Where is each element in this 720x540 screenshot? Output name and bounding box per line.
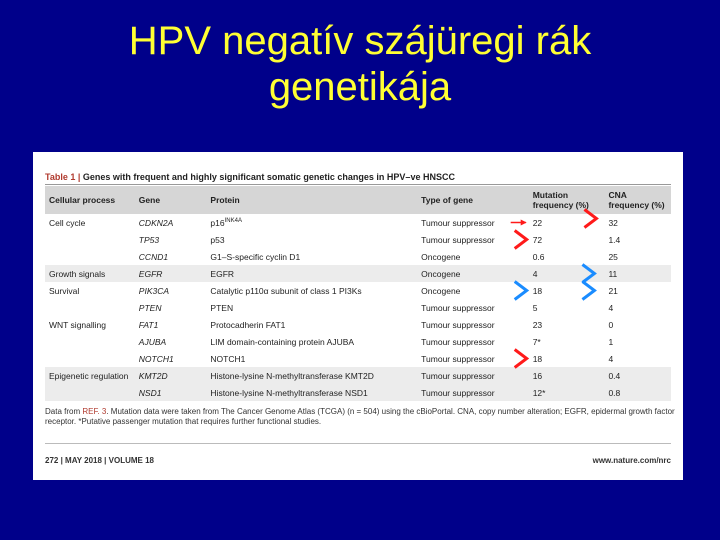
genes-table [45,186,671,401]
cell-process-text: Epigenetic regulation [49,370,129,381]
table-row [45,214,671,231]
cell-cna [604,384,671,401]
cell-gene-text: NSD1 [138,387,162,398]
cell-process [45,214,135,231]
cell-type [417,384,529,401]
cell-process-text: Growth signals [49,268,106,279]
cell-type [417,214,529,231]
slide-title-line-2: genetikája [268,65,452,109]
table-caption-label: Table 1 | [45,172,81,182]
cell-process [45,299,135,316]
cell-protein [206,248,417,265]
cell-cna [604,231,671,248]
table-row [45,248,671,265]
cell-mutation [529,316,605,333]
cell-protein-text: EGFR [210,268,235,279]
cell-cna [604,367,671,384]
cell-gene-text: PIK3CA [138,285,170,296]
table-header-row [45,186,671,214]
cell-mutation [529,367,605,384]
cell-protein [206,316,417,333]
cell-cna-text: 0.8 [608,387,621,398]
cell-mutation-text: 16 [532,370,543,381]
cell-gene [135,265,207,282]
cell-gene [135,367,207,384]
cell-gene [135,214,207,231]
cell-mutation-text: 0.6 [532,251,545,262]
cell-protein [206,333,417,350]
journal-url: www.nature.com/nrc [592,456,671,465]
cell-gene-text: TP53 [138,234,160,245]
cell-type [417,367,529,384]
cell-gene [135,231,207,248]
cell-gene [135,248,207,265]
cell-mutation-text: 7* [532,336,541,347]
cell-protein-text: NOTCH1 [210,353,246,364]
cell-gene-text: AJUBA [138,336,167,347]
cell-mutation [529,384,605,401]
cell-process [45,350,135,367]
cell-mutation [529,350,605,367]
cell-mutation-text: 22 [532,217,543,228]
cell-type-text: Tumour suppressor [421,217,495,228]
table-row [45,231,671,248]
cell-cna-text: 25 [608,251,618,262]
cell-protein [206,299,417,316]
cell-process [45,384,135,401]
cell-mutation-text: 18 [532,353,543,364]
cell-gene-text: FAT1 [138,319,159,330]
table-row [45,350,671,367]
cell-type [417,231,529,248]
cell-type [417,299,529,316]
table-body [45,214,671,401]
cell-process [45,265,135,282]
cell-mutation [529,214,605,231]
page-info: 272 | MAY 2018 | VOLUME 18 [45,456,154,465]
cell-cna [604,333,671,350]
table-row [45,316,671,333]
cell-type-text: Tumour suppressor [421,302,495,313]
cell-cna [604,265,671,282]
cell-protein-text: Protocadherin FAT1 [210,319,286,330]
cell-mutation-text: 18 [532,285,543,296]
cell-cna-text: 0 [608,319,614,330]
cell-type [417,248,529,265]
slide-title-line-1: HPV negatív szájüregi rák [128,19,592,63]
cell-gene-text: KMT2D [138,370,168,381]
table-row [45,333,671,350]
cell-protein [206,231,417,248]
cell-cna-text: 4 [608,353,614,364]
cell-protein [206,384,417,401]
cell-mutation-text: 4 [532,268,538,279]
cell-process [45,282,135,299]
cell-protein [206,282,417,299]
cell-protein [206,214,417,231]
cell-type [417,282,529,299]
cell-type-text: Tumour suppressor [421,234,495,245]
cell-type-text: Oncogene [421,251,461,262]
cell-type [417,333,529,350]
cell-cna-text: 1.4 [608,234,621,245]
cell-type-text: Tumour suppressor [421,353,495,364]
cell-protein [206,265,417,282]
header-protein: Protein [206,186,417,214]
cell-protein-text: PTEN [210,302,234,313]
cell-type [417,350,529,367]
cell-type [417,316,529,333]
cell-type-text: Oncogene [421,285,461,296]
cell-type-text: Tumour suppressor [421,336,495,347]
cell-process-text: WNT signalling [49,319,107,330]
slide-title [0,18,720,110]
table-caption [45,172,455,182]
header-type-of-gene: Type of gene [417,186,529,214]
cell-protein-text: p16 [210,217,225,228]
cell-protein-text: G1–S-specific cyclin D1 [210,251,301,262]
cell-process [45,367,135,384]
cell-mutation-text: 72 [532,234,543,245]
cell-process [45,248,135,265]
cell-mutation [529,282,605,299]
cell-cna [604,316,671,333]
cell-protein-text: Histone-lysine N-methyltransferase NSD1 [210,387,368,398]
cell-cna [604,350,671,367]
cell-type [417,265,529,282]
cell-cna-text: 32 [608,217,618,228]
cell-cna [604,248,671,265]
cell-protein [206,350,417,367]
cell-protein-text: Histone-lysine N-methyltransferase KMT2D [210,370,374,381]
cell-gene [135,350,207,367]
cell-cna-text: 1 [608,336,614,347]
cell-process [45,231,135,248]
cell-process-text: Survival [49,285,80,296]
table-panel [33,152,683,480]
cell-cna-text: 11 [608,268,618,279]
table-row [45,282,671,299]
cell-gene-text: CCND1 [138,251,169,262]
cell-mutation-text: 23 [532,319,543,330]
cell-mutation-text: 5 [532,302,538,313]
footnote-pre: Data from [45,407,83,416]
cell-gene [135,316,207,333]
cell-protein-text: p53 [210,234,225,245]
cell-cna [604,214,671,231]
cell-process [45,316,135,333]
cell-gene-text: PTEN [138,302,162,313]
cell-gene-text: CDKN2A [138,217,174,228]
cell-protein-text: Catalytic p110α subunit of class 1 PI3Ks [210,285,362,296]
cell-gene [135,282,207,299]
cell-mutation [529,299,605,316]
cell-cna-text: 21 [608,285,618,296]
cell-protein-text: LIM domain-containing protein AJUBA [210,336,355,347]
table-row [45,384,671,401]
cell-type-text: Tumour suppressor [421,370,495,381]
cell-mutation [529,231,605,248]
table-row [45,367,671,384]
cell-type-text: Oncogene [421,268,461,279]
caption-divider [45,184,671,185]
cell-process [45,333,135,350]
cell-gene [135,384,207,401]
cell-gene-text: NOTCH1 [138,353,174,364]
cell-cna [604,299,671,316]
cell-protein [206,367,417,384]
cell-type-text: Tumour suppressor [421,319,495,330]
header-mutation-frequency: Mutation frequency (%) [529,186,605,214]
cell-mutation [529,265,605,282]
cell-type-text: Tumour suppressor [421,387,495,398]
cell-gene [135,299,207,316]
cell-mutation-text: 12* [532,387,546,398]
footnote-post: . Mutation data were taken from The Cancer Genome Atlas (TCGA) (n = 504) using the cBioPortal. CNA, copy number alteration; EGFR, epidermal growth factor receptor. *Putative passenger mutation that requires further functional studies. [45,407,675,426]
cell-cna-text: 4 [608,302,614,313]
cell-process-text: Cell cycle [49,217,86,228]
header-gene: Gene [135,186,207,214]
cell-cna [604,282,671,299]
protein-superscript: INK4A [224,217,242,224]
footnote-reference-link[interactable]: REF. 3 [82,407,107,416]
cell-cna-text: 0.4 [608,370,621,381]
table-row [45,265,671,282]
footer-divider [45,443,671,444]
header-cna-frequency: CNA frequency (%) [604,186,671,214]
cell-gene [135,333,207,350]
cell-mutation [529,333,605,350]
cell-mutation [529,248,605,265]
table-row [45,299,671,316]
table-caption-text: Genes with frequent and highly significant somatic genetic changes in HPV–ve HNSCC [80,172,455,182]
cell-gene-text: EGFR [138,268,163,279]
table-footnote [45,407,675,427]
header-cellular-process: Cellular process [45,186,135,214]
